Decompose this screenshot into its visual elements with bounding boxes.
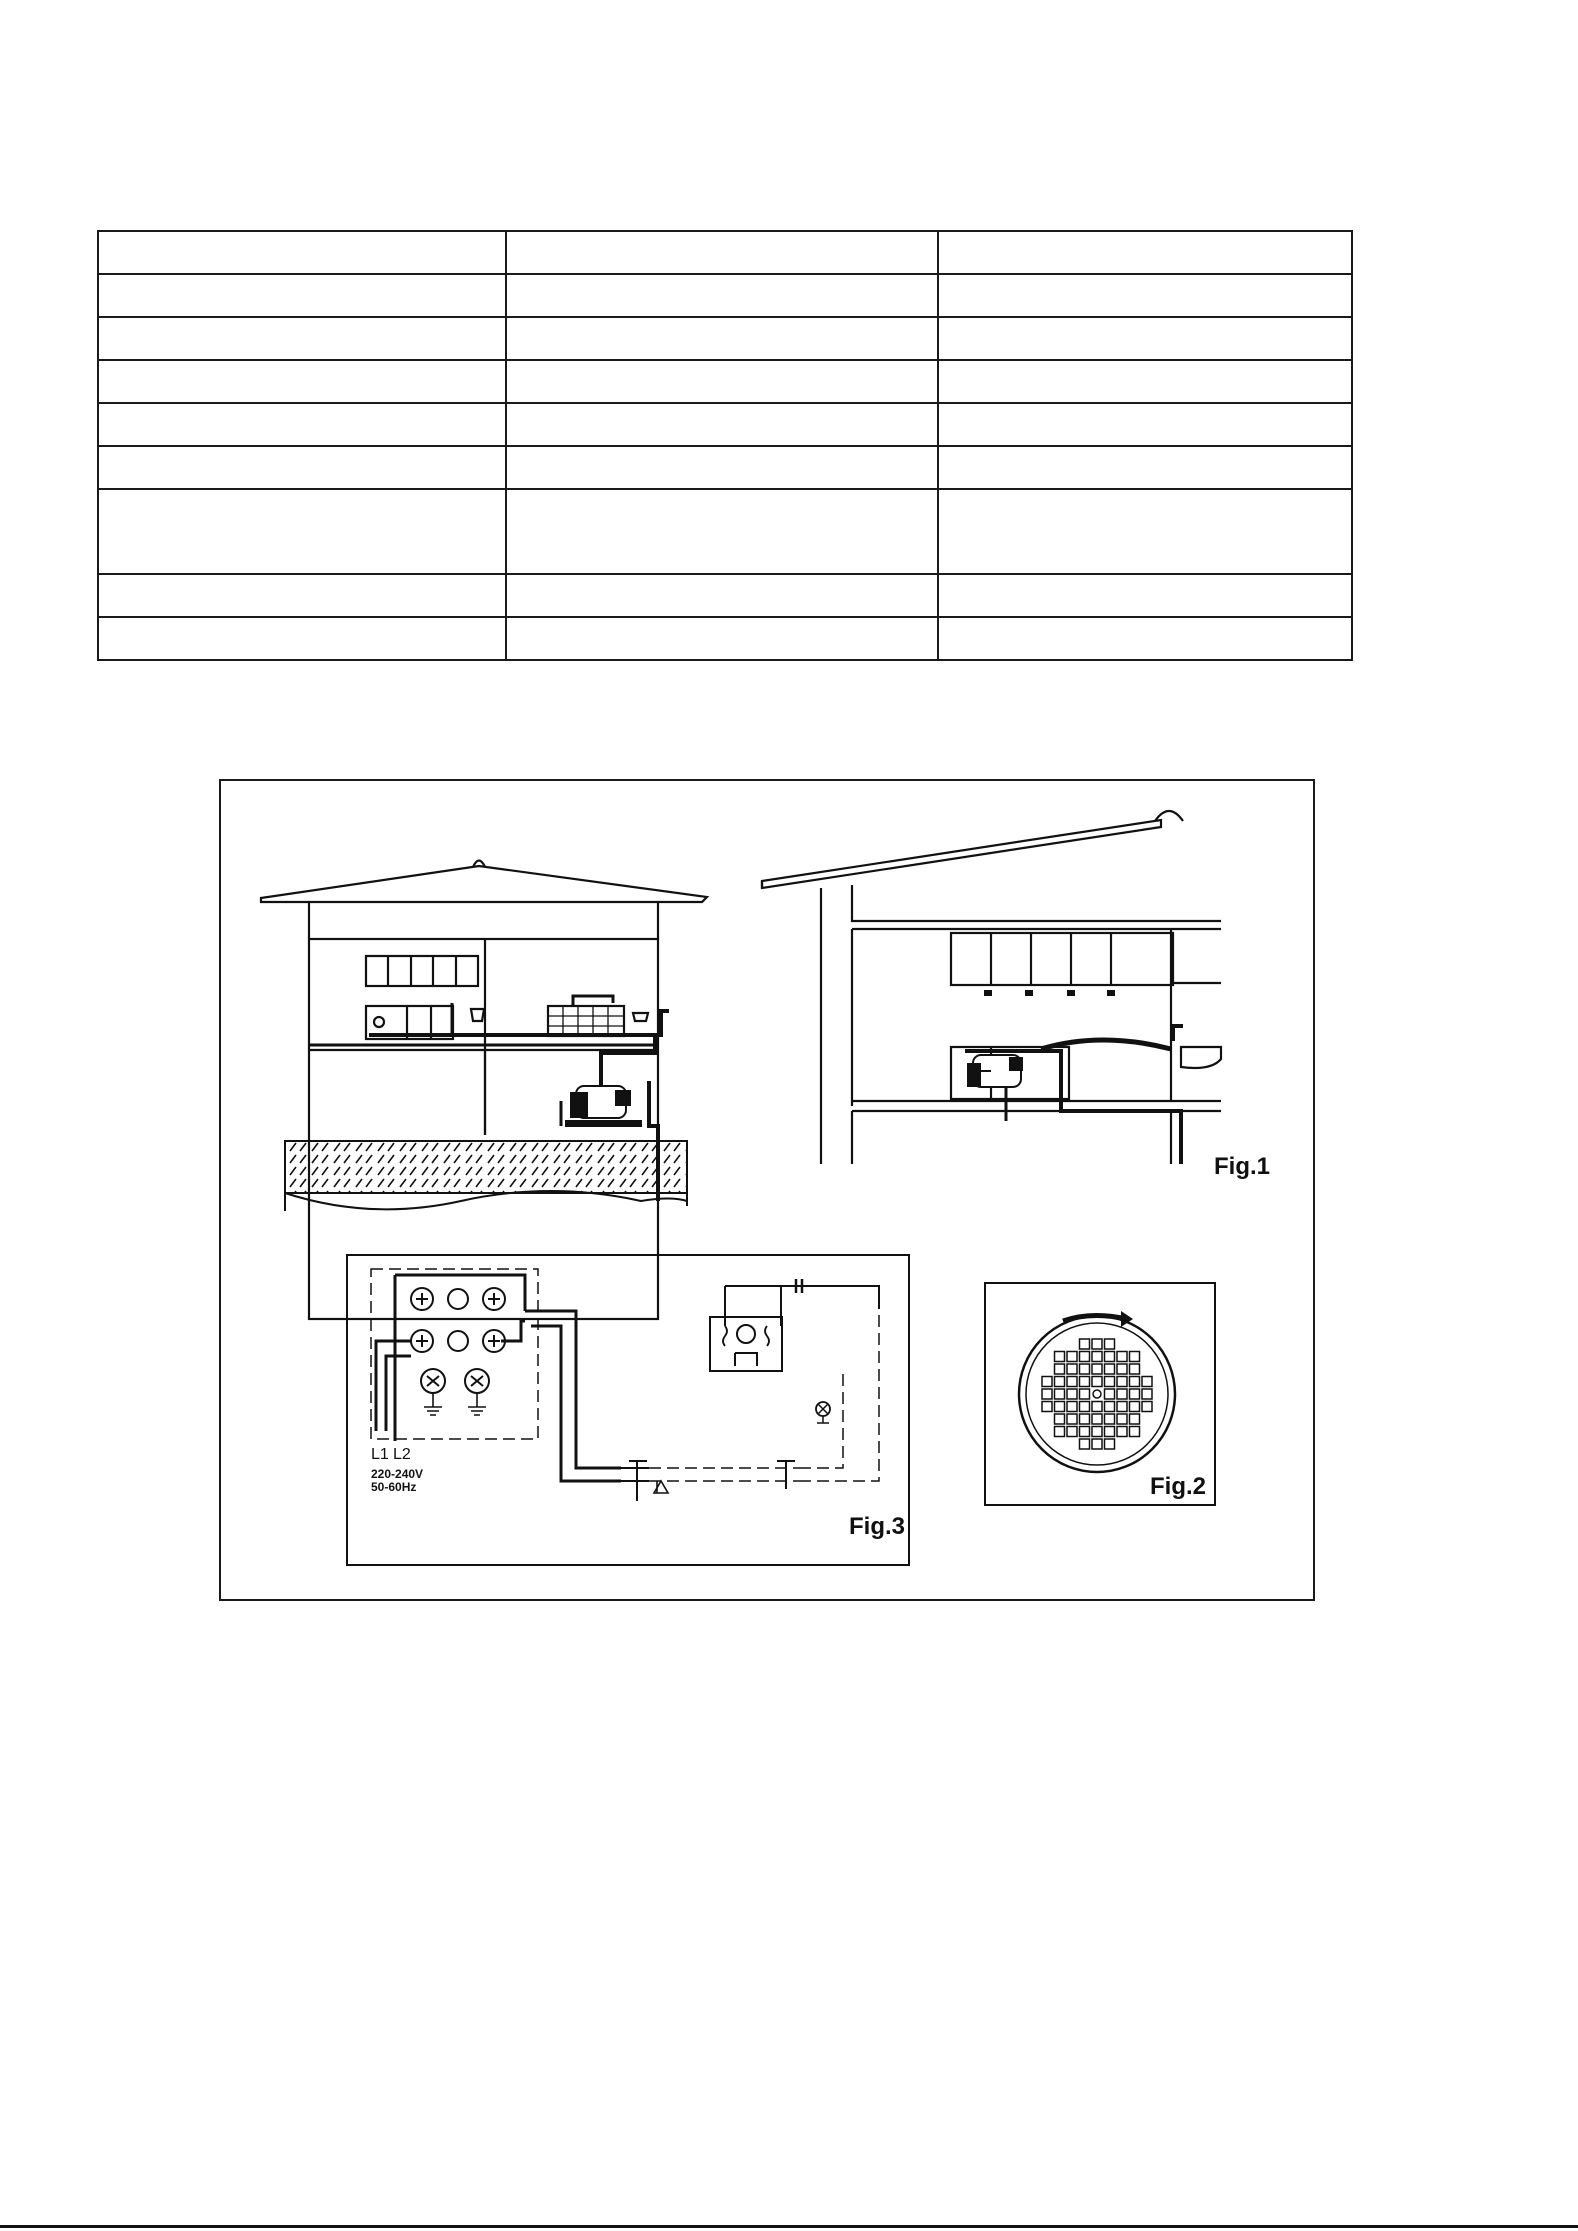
table-cell bbox=[938, 489, 1352, 574]
table-cell bbox=[506, 617, 938, 660]
table-cell bbox=[938, 403, 1352, 446]
terminal-l1-label: L1 bbox=[371, 1446, 389, 1463]
table-row bbox=[98, 360, 1352, 403]
figure-sheet bbox=[219, 779, 1315, 1601]
table-cell bbox=[506, 403, 938, 446]
table-cell bbox=[98, 617, 506, 660]
house-left-illustration bbox=[261, 861, 707, 1320]
fig3-label: Fig.3 bbox=[849, 1513, 906, 1540]
table-cell bbox=[938, 274, 1352, 317]
figures-svg bbox=[221, 781, 1317, 1603]
table-cell bbox=[506, 274, 938, 317]
table-cell bbox=[938, 574, 1352, 617]
table-cell bbox=[506, 489, 938, 574]
table-cell bbox=[98, 317, 506, 360]
table-row bbox=[98, 403, 1352, 446]
table-cell bbox=[98, 574, 506, 617]
table-cell bbox=[938, 360, 1352, 403]
pump-right-icon bbox=[967, 1055, 1023, 1087]
fig2-label: Fig.2 bbox=[1150, 1473, 1207, 1500]
table-cell bbox=[506, 574, 938, 617]
table-cell bbox=[938, 446, 1352, 489]
table-cell bbox=[506, 446, 938, 489]
table-cell bbox=[938, 231, 1352, 274]
table-row bbox=[98, 317, 1352, 360]
house-right-illustration bbox=[762, 811, 1221, 1164]
fig1-label: Fig.1 bbox=[1214, 1153, 1271, 1180]
table-row bbox=[98, 274, 1352, 317]
table-row bbox=[98, 231, 1352, 274]
table-row bbox=[98, 446, 1352, 489]
frequency-label: 50-60Hz bbox=[371, 1480, 417, 1494]
voltage-label: 220-240V bbox=[371, 1467, 424, 1481]
table-cell bbox=[98, 446, 506, 489]
spec-table bbox=[97, 230, 1353, 661]
footer-rule bbox=[0, 2225, 1578, 2228]
table-row bbox=[98, 489, 1352, 574]
table-cell bbox=[938, 617, 1352, 660]
table-cell bbox=[938, 317, 1352, 360]
pump-left-icon bbox=[566, 1086, 641, 1126]
fan-cover-diagram bbox=[985, 1283, 1215, 1505]
terminal-l2-label: L2 bbox=[393, 1446, 411, 1463]
table-cell bbox=[98, 489, 506, 574]
table-cell bbox=[506, 317, 938, 360]
wiring-diagram bbox=[347, 1255, 909, 1565]
table-cell bbox=[98, 360, 506, 403]
table-cell bbox=[506, 360, 938, 403]
table-cell bbox=[98, 231, 506, 274]
table-cell bbox=[98, 274, 506, 317]
table-cell bbox=[506, 231, 938, 274]
table-cell bbox=[98, 403, 506, 446]
table-row bbox=[98, 617, 1352, 660]
table-row bbox=[98, 574, 1352, 617]
ground-section bbox=[285, 1141, 687, 1211]
